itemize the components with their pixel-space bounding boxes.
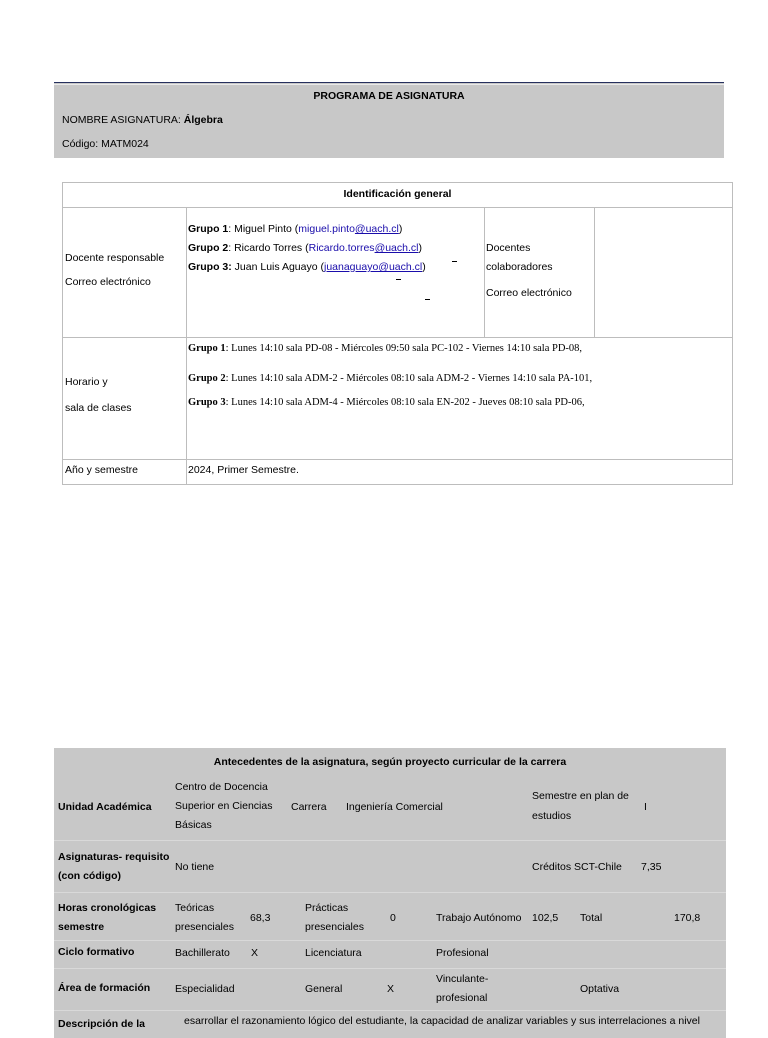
group-3-teacher: Grupo 3: Juan Luis Aguayo (juanaguayo@uach.cl) <box>188 261 426 273</box>
colaboradores-line2: colaboradores <box>486 261 553 273</box>
requisito-label-2: (con código) <box>58 870 121 882</box>
correo-label: Correo electrónico <box>65 276 151 288</box>
total-label: Total <box>580 912 603 924</box>
schedule-group-2: Grupo 2: Lunes 14:10 sala ADM-2 - Miércoles 08:10 sala ADM-2 - Viernes 14:10 sala PA-101, <box>188 373 593 384</box>
docente-label: Docente responsable <box>65 252 165 264</box>
teoricas-label-1: Teóricas <box>175 902 215 914</box>
teoricas-value: 68,3 <box>250 912 271 924</box>
schedule-group-1: Grupo 1: Lunes 14:10 sala PD-08 - Miércoles 09:50 sala PC-102 - Viernes 14:10 sala PD-08, <box>188 343 583 354</box>
area-general: General <box>305 983 343 995</box>
autonomo-label: Trabajo Autónomo <box>436 912 522 924</box>
creditos-value: 7,35 <box>641 861 662 873</box>
colaboradores-correo: Correo electrónico <box>486 287 572 299</box>
autonomo-value: 102,5 <box>532 912 559 924</box>
requisito-label-1: Asignaturas- requisito <box>58 851 170 863</box>
group-1-email-link[interactable]: miguel.pinto@uach.cl <box>298 223 399 235</box>
ciclo-profesional: Profesional <box>436 947 489 959</box>
antecedentes-table <box>54 748 726 1038</box>
horario-line1: Horario y <box>65 376 108 388</box>
horas-label-1: Horas cronológicas <box>58 902 157 914</box>
identification-title: Identificación general <box>343 188 452 200</box>
group-1-teacher: Grupo 1: Miguel Pinto (miguel.pinto@uach.cl) <box>188 223 403 235</box>
area-label: Área de formación <box>58 982 151 994</box>
underline-mark <box>452 261 457 262</box>
area-especialidad: Especialidad <box>175 983 235 995</box>
horario-line2: sala de clases <box>65 402 132 414</box>
program-header <box>54 82 724 158</box>
practicas-label-1: Prácticas <box>305 902 349 914</box>
group-2-email-link[interactable]: Ricardo.torres@uach.cl <box>308 242 419 254</box>
unidad-value-1: Centro de Docencia <box>175 781 268 793</box>
carrera-value: Ingeniería Comercial <box>346 801 443 813</box>
unidad-label: Unidad Académica <box>58 801 152 813</box>
creditos-label: Créditos SCT-Chile <box>532 861 622 873</box>
unidad-value-2: Superior en Ciencias <box>175 800 273 812</box>
underline-mark <box>425 299 430 300</box>
carrera-label: Carrera <box>291 801 327 813</box>
practicas-value: 0 <box>390 912 396 924</box>
antecedentes-title: Antecedentes de la asignatura, según proyecto curricular de la carrera <box>213 756 567 768</box>
area-general-mark: X <box>387 983 395 995</box>
unidad-value-3: Básicas <box>175 819 212 831</box>
semestre-label-1: Semestre en plan de <box>532 790 629 802</box>
ciclo-bachillerato: Bachillerato <box>175 947 230 959</box>
group-3-email-link[interactable]: juanaguayo@uach.cl <box>323 261 423 273</box>
subject-name-value: Álgebra <box>183 114 223 126</box>
semestre-value: I <box>644 801 647 813</box>
subject-code: Código: MATM024 <box>62 138 149 150</box>
group-2-teacher: Grupo 2: Ricardo Torres (Ricardo.torres@uach.cl) <box>188 242 422 254</box>
year-label: Año y semestre <box>65 464 138 476</box>
area-optativa: Optativa <box>580 983 620 995</box>
program-title: PROGRAMA DE ASIGNATURA <box>313 90 465 102</box>
teoricas-label-2: presenciales <box>175 921 234 933</box>
subject-name-label: NOMBRE ASIGNATURA: <box>62 114 184 126</box>
practicas-label-2: presenciales <box>305 921 364 933</box>
area-vinculante-1: Vinculante- <box>436 973 489 985</box>
ciclo-bachillerato-mark: X <box>251 947 259 959</box>
requisito-value: No tiene <box>175 861 215 873</box>
underline-mark <box>396 279 401 280</box>
descripcion-text: esarrollar el razonamiento lógico del estudiante, la capacidad de analizar variables y sus interrelaciones a nivel <box>184 1015 700 1027</box>
year-value: 2024, Primer Semestre. <box>188 464 299 476</box>
subject-name-line <box>62 113 223 129</box>
horas-label-2: semestre <box>58 921 105 933</box>
total-value: 170,8 <box>674 912 701 924</box>
colaboradores-line1: Docentes <box>486 242 531 254</box>
identification-table <box>62 182 733 485</box>
ciclo-licenciatura: Licenciatura <box>305 947 362 959</box>
area-vinculante-2: profesional <box>436 992 488 1004</box>
semestre-label-2: estudios <box>532 810 572 822</box>
descripcion-label: Descripción de la <box>58 1018 145 1030</box>
schedule-group-3: Grupo 3: Lunes 14:10 sala ADM-4 - Miércoles 08:10 sala EN-202 - Jueves 08:10 sala PD-06, <box>188 397 585 408</box>
ciclo-label: Ciclo formativo <box>58 946 135 958</box>
